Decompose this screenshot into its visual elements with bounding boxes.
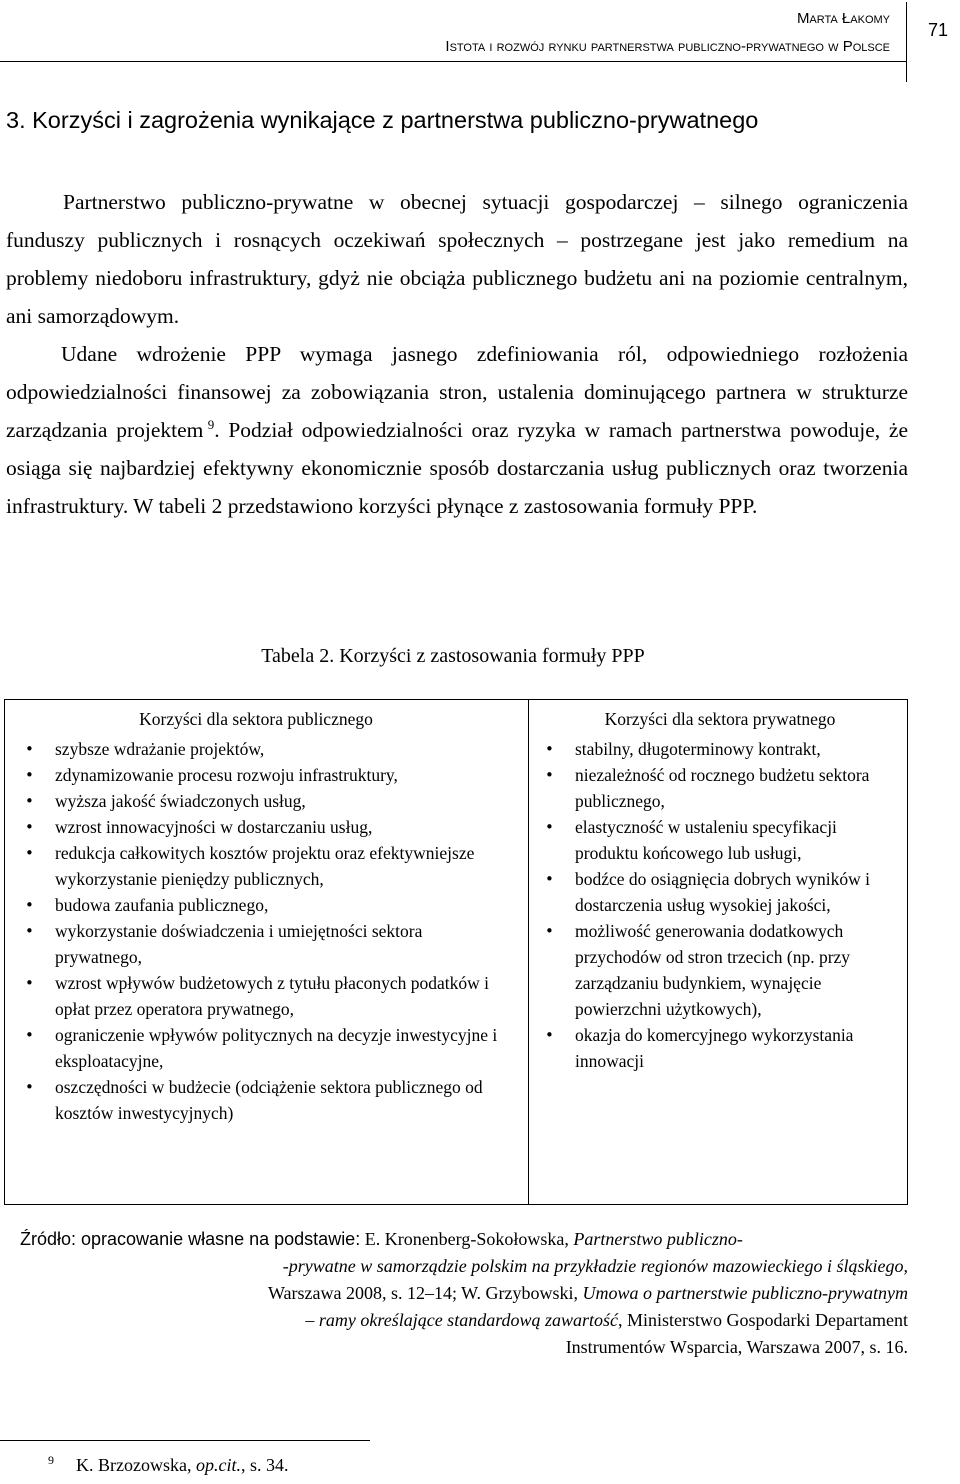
paragraph-2 [6, 335, 908, 525]
source-author-1: E. Kronenberg-Sokołowska, [364, 1229, 569, 1249]
list-item: • elastyczność w ustaleniu specyfikacji produktu końcowego lub usługi, [545, 814, 885, 866]
source-title-1b: -prywatne w samorządzie polskim na przykładzie regionów mazowieckiego i śląskiego, [282, 1256, 908, 1276]
footnote-ref: op.cit. [195, 1455, 241, 1475]
list-item: • niezależność od rocznego budżetu sektora publicznego, [545, 762, 895, 814]
footnote-number: 9 [48, 1453, 54, 1467]
footnote-author: K. Brzozowska, [76, 1455, 192, 1475]
table-source-note [20, 1226, 908, 1361]
source-line-2 [20, 1253, 908, 1280]
private-benefits-list [545, 736, 895, 1074]
source-line-5 [20, 1334, 908, 1361]
source-title-2a: Umowa o partnerstwie publiczno-prywatnym [582, 1283, 908, 1303]
list-item: • zdynamizowanie procesu rozwoju infrastruktury, [25, 762, 495, 788]
column-header-private: Korzyści dla sektora prywatnego [604, 709, 836, 729]
list-item: • redukcja całkowitych kosztów projektu oraz efektywniejsze wykorzystanie pieniędzy publicznych, [25, 840, 495, 892]
table-column-private [545, 700, 895, 1074]
source-line-4 [20, 1307, 908, 1334]
list-item: • szybsze wdrażanie projektów, [25, 736, 497, 762]
list-item: • ograniczenie wpływów politycznych na decyzje inwestycyjne i eksploatacyjne, [25, 1022, 505, 1074]
header-horizontal-rule [0, 61, 906, 62]
page-number: 71 [927, 20, 949, 40]
footnote [48, 1455, 289, 1476]
list-item: • wykorzystanie doświadczenia i umiejętności sektora prywatnego, [25, 918, 475, 970]
list-item: • wzrost wpływów budżetowych z tytułu płaconych podatków i opłat przez operatora prywatnego, [25, 970, 505, 1022]
list-item: • stabilny, długoterminowy kontrakt, [545, 736, 875, 762]
footnote-reference: 9 [207, 416, 215, 432]
source-line-3 [20, 1280, 908, 1307]
table-column-divider [528, 700, 529, 1204]
column-header-public: Korzyści dla sektora publicznego [139, 709, 373, 729]
source-title-1a: Partnerstwo publiczno- [573, 1229, 743, 1249]
running-header-author: Marta Łakomy [796, 10, 890, 27]
list-item: • budowa zaufania publicznego, [25, 892, 497, 918]
source-title-2b: – ramy określające standardową zawartość [305, 1310, 619, 1330]
list-item: • wyższa jakość świadczonych usług, [25, 788, 497, 814]
paragraph-1: Partnerstwo publiczno-prywatne w obecnej sytuacji gospodarczej – silnego ograniczenia funduszy publicznych i rosnących oczekiwań społecznych – postrzegane jest jako remedium na problemy niedoboru infrastruktury, gdyż nie obciąża publicznego budżetu ani na poziomie centralnym, ani samorządowym. [6, 190, 908, 328]
list-item: • okazja do komercyjnego wykorzystania innowacji [545, 1022, 875, 1074]
header-vertical-rule [906, 2, 907, 82]
source-label: Źródło: opracowanie własne na podstawie: [20, 1229, 361, 1249]
table-caption: Tabela 2. Korzyści z zastosowania formuły PPP [261, 645, 645, 667]
list-item: • możliwość generowania dodatkowych przychodów od stron trzecich (np. przy zarządzaniu budynkiem, wynajęcie powierzchni użytkowych), [545, 918, 895, 1022]
body-text [6, 183, 908, 525]
footnote-rule [0, 1440, 370, 1441]
public-benefits-list [25, 736, 497, 1126]
section-heading: 3. Korzyści i zagrożenia wynikające z partnerstwa publiczno-prywatnego [6, 107, 759, 133]
running-header-title: Istota i rozwój rynku partnerstwa publiczno-prywatnego w Polsce [445, 38, 890, 55]
footnote-page: , s. 34. [240, 1455, 289, 1475]
paragraph-2-text-b: . Podział odpowiedzialności oraz ryzyka w ramach partnerstwa powoduje, że osiąga się najbardziej efektywny ekonomicznie sposób dostarczania usług publicznych oraz tworzenia infrastruktury. W tabeli 2 przedstawiono korzyści płynące z zastosowania formuły PPP. [6, 418, 908, 518]
source-publication-1: Warszawa 2008, s. 12–14; W. Grzybowski, [267, 1283, 578, 1303]
source-publication-2b: Instrumentów Wsparcia, Warszawa 2007, s. 16. [565, 1337, 908, 1357]
benefits-table [4, 699, 908, 1205]
source-line-1 [20, 1226, 908, 1253]
list-item: • bodźce do osiągnięcia dobrych wyników i dostarczenia usług wysokiej jakości, [545, 866, 895, 918]
source-publication-2a: , Ministerstwo Gospodarki Departament [618, 1310, 908, 1330]
table-column-public [25, 700, 497, 1126]
list-item: • wzrost innowacyjności w dostarczaniu usług, [25, 814, 497, 840]
list-item: • oszczędności w budżecie (odciążenie sektora publicznego od kosztów inwestycyjnych) [25, 1074, 485, 1126]
paragraph-2-text-a: Udane wdrożenie PPP wymaga jasnego zdefiniowania ról, odpowiedniego rozłożenia odpowiedzialności finansowej za zobowiązania stron, ustalenia dominującego partnera w strukturze zarządzania projektem [6, 342, 908, 442]
